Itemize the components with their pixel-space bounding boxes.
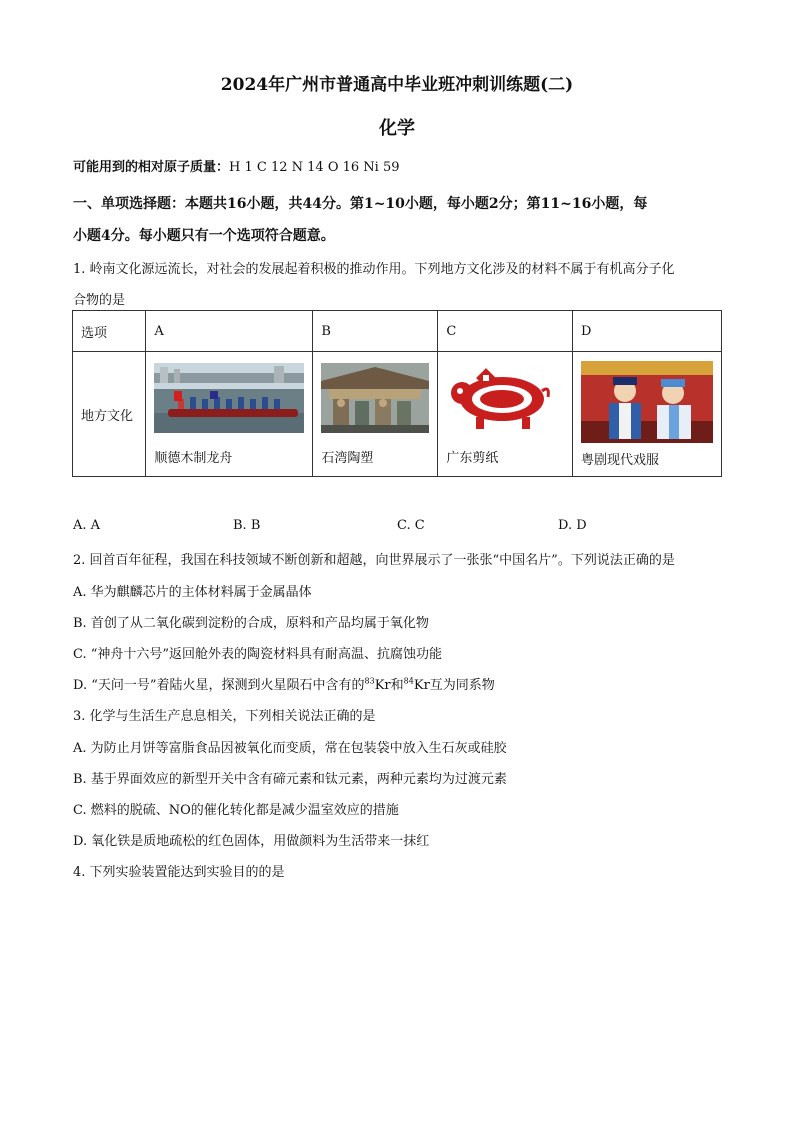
q2-option-b[interactable]: B. 首创了从二氧化碳到淀粉的合成，原料和产品均属于氧化物 xyxy=(73,616,429,631)
atomic-masses-label: 可能用到的相对原子质量： xyxy=(73,160,230,175)
section1-instructions-line2: 小题4分。每小题只有一个选项符合题意。 xyxy=(73,228,335,244)
kr84-mass-number: 84 xyxy=(403,676,414,686)
q1-option-d[interactable]: D. D xyxy=(558,518,587,533)
caption-b: 石湾陶塑 xyxy=(321,450,374,466)
atomic-masses-values: H 1 C 12 N 14 O 16 Ni 59 xyxy=(229,160,400,175)
q1-option-c[interactable]: C. C xyxy=(397,518,425,533)
q3-option-a[interactable]: A. 为防止月饼等富脂食品因被氧化而变质，常在包装袋中放入生石灰或硅胶 xyxy=(73,741,507,756)
paper-cut-image xyxy=(446,363,554,433)
table-cell-letter-c: C xyxy=(438,311,573,352)
atomic-masses-line xyxy=(73,156,400,175)
q2-stem: 2. 回首百年征程，我国在科技领域不断创新和超越，向世界展示了一张张“中国名片”。下列说法正确的是 xyxy=(73,553,675,568)
table-row xyxy=(73,311,722,352)
kr84-symbol: Kr xyxy=(413,678,430,693)
q1-stem-line2: 合物的是 xyxy=(73,293,126,308)
exam-title: 2024年广州市普通高中毕业班冲刺训练题(二) xyxy=(220,75,574,95)
section1-instructions-line1: 一、单项选择题：本题共16小题，共44分。第1~10小题，每小题2分；第11~16小题，每 xyxy=(73,196,648,212)
caption-c: 广东剪纸 xyxy=(446,450,499,466)
dragon-boat-image xyxy=(154,363,304,433)
q2-option-d-and: 和 xyxy=(390,678,404,693)
kr83-mass-number: 83 xyxy=(364,676,375,686)
ceramic-sculpture-image xyxy=(321,363,429,433)
table-cell-d xyxy=(573,352,722,477)
q3-stem: 3. 化学与生活生产息息相关，下列相关说法正确的是 xyxy=(73,709,376,724)
caption-a: 顺德木制龙舟 xyxy=(154,450,233,466)
caption-d: 粤剧现代戏服 xyxy=(581,452,660,468)
table-cell-a xyxy=(146,352,313,477)
q1-option-b[interactable]: B. B xyxy=(233,518,261,533)
table-cell-letter-a: A xyxy=(146,311,313,352)
table-cell-b xyxy=(313,352,438,477)
cantonese-opera-image xyxy=(581,361,713,443)
table-cell-letter-b: B xyxy=(313,311,438,352)
q2-option-a[interactable]: A. 华为麒麟芯片的主体材料属于金属晶体 xyxy=(73,585,312,600)
q3-option-d[interactable]: D. 氧化铁是质地疏松的红色固体，用做颜料为生活带来一抹红 xyxy=(73,834,430,849)
q4-stem: 4. 下列实验装置能达到实验目的的是 xyxy=(73,865,285,880)
q2-option-c[interactable]: C. “神舟十六号”返回舱外表的陶瓷材料具有耐高温、抗腐蚀功能 xyxy=(73,647,443,662)
table-header-cell: 地方文化 xyxy=(73,352,146,477)
table-header-cell: 选项 xyxy=(73,311,146,352)
table-row xyxy=(73,352,722,477)
q1-stem-line1: 1. 岭南文化源远流长，对社会的发展起着积极的推动作用。下列地方文化涉及的材料不属于有机高分子化 xyxy=(73,262,675,277)
kr83-symbol: Kr xyxy=(374,678,391,693)
table-cell-c xyxy=(438,352,573,477)
q1-options-table xyxy=(72,310,722,477)
table-cell-letter-d: D xyxy=(573,311,722,352)
q2-option-d[interactable] xyxy=(73,674,495,693)
q3-option-c[interactable]: C. 燃料的脱硫、NO的催化转化都是减少温室效应的措施 xyxy=(73,803,399,818)
exam-subject: 化学 xyxy=(379,118,415,139)
q2-option-d-suffix: 互为同系物 xyxy=(429,678,495,693)
q3-option-b[interactable]: B. 基于界面效应的新型开关中含有碲元素和钛元素，两种元素均为过渡元素 xyxy=(73,772,507,787)
q1-option-a[interactable]: A. A xyxy=(73,518,101,533)
q2-option-d-prefix: D. “天问一号”着陆火星，探测到火星陨石中含有的 xyxy=(73,678,365,693)
